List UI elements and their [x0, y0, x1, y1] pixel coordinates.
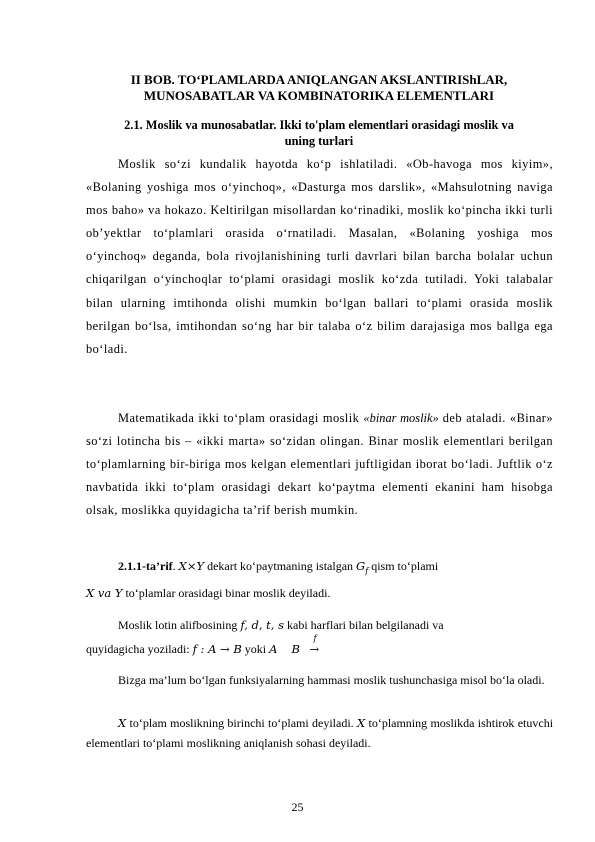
def-math-g: $G_f$: [356, 559, 369, 576]
para2-text-b: deb ataladi. «Binar» so‘zi lotincha bis – «ikki marta» so‘zidan olingan. Binar moslik elementlari berilgan to‘plamlarning bir-biriga mos kelgan elementlari juftligidan iborat bo‘ladi. Juftlik o‘z navbatida ikki to‘plam orasidagi dekart ko‘paytma elementi ekanini ham hisobga olsak, moslikka quyidagicha ta’rif berish mumkin.: [86, 411, 553, 518]
notation-math-arrow: A f →B: [269, 634, 320, 656]
section-title-line2: uning turlari: [284, 134, 354, 148]
paragraph-moslik-intro: Moslik so‘zi kundalik hayotda ko‘p ishlatiladi. «Ob-havoga mos kiyim», «Bolaning yoshiga mos o‘yinchoq», «Dasturga mos darslik», «Mahsulotning naviga mos baho» va hokazo. Keltirilgan misollardan ko‘rinadiki, moslik ko‘pincha ikki turli ob’yektlar to‘plamlari orasida o‘rnatiladi. Masalan, «Bolaning yoshiga mos o‘yinchoq» deganda, bola rivojlanishining turli davrlari bilan barcha bolalar uchun chiqarilgan o‘yinchoqlar to‘plami orasidagi moslik ko‘zda tutiladi. Yoki talabalar bilan ularning imtihonda olishi mumkin bo‘lgan ballari to‘plami orasida moslik berilgan bo‘lsa, imtihondan so‘ng har bir talaba o‘z bilim darajasiga mos ballga ega bo‘ladi.: [86, 157, 553, 356]
para4-math-x1: X: [118, 716, 127, 730]
paragraph-binar-moslik: [86, 407, 553, 522]
para4-math-x2: X: [356, 716, 366, 730]
para4-text-2: to‘plamning moslikda ishtirok etuvchi elementlari to‘plami moslikning aniqlanish sohasi deyiladi.: [86, 716, 554, 750]
def-math-x-va-y: X va Y: [86, 586, 123, 601]
para2-text-a: Matematikada ikki to‘plam orasidagi moslik: [118, 411, 364, 425]
def-text-1: dekart ko‘paytmaning istalgan: [207, 559, 354, 573]
section-title: [86, 117, 552, 149]
def-text-3: to‘plamlar orasidagi binar moslik deyiladi.: [125, 586, 331, 601]
paragraph-functions: Bizga ma’lum bo‘lgan funksiyalarning hammasi moslik tushunchasiga misol bo‘la oladi.: [118, 673, 545, 687]
chapter-title-line1: II BOB. TO‘PLAMLARDA ANIQLANGAN AKSLANTIRIShLAR,: [130, 72, 508, 87]
page-number: 25: [291, 800, 304, 814]
paragraph-domain: [86, 713, 553, 753]
notation-text-2: kabi harflari bilan belgilanadi va: [287, 618, 444, 632]
notation-math-letters: f, d, t, s: [240, 618, 285, 632]
notation-math-map: f : A → B: [192, 642, 242, 656]
notation-text-3: quyidagicha yoziladi:: [86, 642, 190, 656]
para2-italic-term: «binar moslik»: [363, 411, 439, 425]
para4-text-1: to‘plam moslikning birinchi to‘plami deyiladi.: [129, 716, 354, 730]
notation-text-4: yoki: [244, 642, 267, 656]
notation-text-1: Moslik lotin alifbosining: [118, 618, 238, 632]
chapter-title: [86, 72, 552, 104]
notation-paragraph: [86, 613, 553, 661]
def-math-xy: X×Y: [178, 559, 205, 573]
def-text-2: qism to‘plami: [371, 559, 439, 573]
section-title-line1: 2.1. Moslik va munosabatlar. Ikki to'plam elementlari orasidagi moslik va: [124, 118, 514, 132]
chapter-title-line2: MUNOSABATLAR VA KOMBINATORIKA ELEMENTLARI: [143, 88, 495, 103]
definition-label: 2.1.1-ta’rif: [118, 559, 173, 573]
definition-paragraph: 2.1.1-ta’rif. X×Y dekart ko‘paytmaning istalgan $G_f$ qism to‘plami X va Y to‘plamlar orasidagi binar moslik deyiladi.: [86, 559, 439, 601]
